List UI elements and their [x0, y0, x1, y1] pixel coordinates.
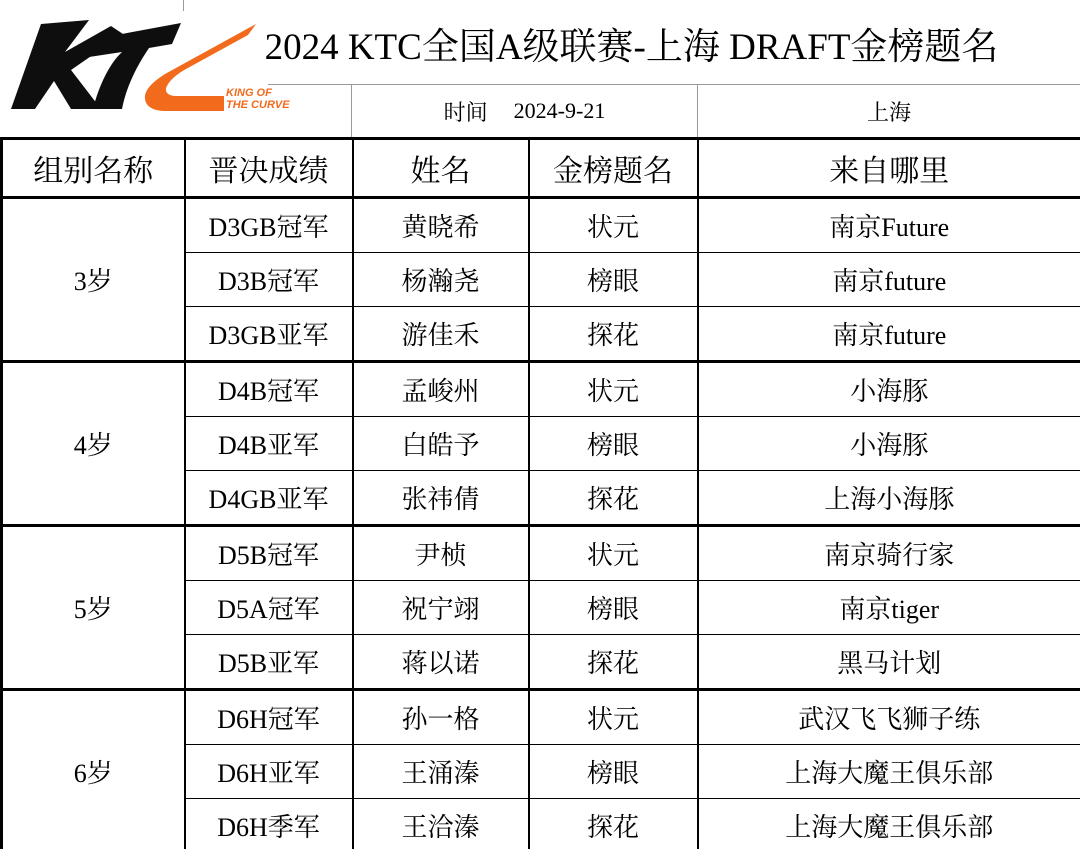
header-honor-title: 金榜题名 — [529, 139, 698, 198]
page-title: 2024 KTC全国A级联赛-上海 DRAFT金榜题名 — [264, 27, 999, 68]
header-name: 姓名 — [353, 139, 529, 198]
from-cell: 小海豚 — [698, 362, 1080, 417]
table-row — [2, 198, 1080, 253]
result-cell: D6H冠军 — [185, 690, 353, 745]
from-cell: 南京future — [698, 253, 1080, 307]
result-cell: D3GB冠军 — [185, 198, 353, 253]
rank-cell: 榜眼 — [529, 581, 698, 635]
rank-cell: 榜眼 — [529, 745, 698, 799]
time-label: 时间 — [443, 99, 488, 125]
result-cell: D4B冠军 — [185, 362, 353, 417]
result-cell: D4B亚军 — [185, 417, 353, 471]
from-cell: 南京Future — [698, 198, 1080, 253]
result-cell: D6H亚军 — [185, 745, 353, 799]
rank-cell: 状元 — [529, 198, 698, 253]
group-cell: 4岁 — [2, 362, 185, 526]
name-cell: 蒋以诺 — [353, 635, 529, 690]
rank-cell: 状元 — [529, 690, 698, 745]
rank-cell: 状元 — [529, 362, 698, 417]
header-origin: 来自哪里 — [698, 139, 1080, 198]
rank-cell: 榜眼 — [529, 417, 698, 471]
result-cell: D6H季军 — [185, 799, 353, 849]
rank-cell: 探花 — [529, 799, 698, 849]
group-cell: 6岁 — [2, 690, 185, 849]
group-cell: 5岁 — [2, 526, 185, 690]
result-cell: D3GB亚军 — [185, 307, 353, 362]
from-cell: 武汉飞飞狮子练 — [698, 690, 1080, 745]
rank-cell: 榜眼 — [529, 253, 698, 307]
from-cell: 上海大魔王俱乐部 — [698, 745, 1080, 799]
result-cell: D4GB亚军 — [185, 471, 353, 526]
table-row — [2, 526, 1080, 581]
name-cell: 王洽溱 — [353, 799, 529, 849]
result-cell: D5B亚军 — [185, 635, 353, 690]
result-cell: D3B冠军 — [185, 253, 353, 307]
logo-tagline-line1: KING OF — [226, 87, 272, 99]
name-cell: 张祎倩 — [353, 471, 529, 526]
time-value: 2024-9-21 — [513, 98, 606, 123]
from-cell: 黑马计划 — [698, 635, 1080, 690]
table-row — [2, 690, 1080, 745]
location-cell: 上海 — [866, 99, 911, 125]
logo-tagline-line2: THE CURVE — [226, 99, 290, 111]
header-group-name: 组别名称 — [2, 139, 185, 198]
from-cell: 小海豚 — [698, 417, 1080, 471]
rank-cell: 探花 — [529, 471, 698, 526]
header-row — [2, 139, 1080, 198]
name-cell: 孟峻州 — [353, 362, 529, 417]
name-cell: 祝宁翊 — [353, 581, 529, 635]
table-row — [2, 362, 1080, 417]
from-cell: 南京tiger — [698, 581, 1080, 635]
rank-cell: 状元 — [529, 526, 698, 581]
name-cell: 杨瀚尧 — [353, 253, 529, 307]
time-cell — [352, 85, 697, 137]
group-cell: 3岁 — [2, 198, 185, 362]
name-cell: 王涌溱 — [353, 745, 529, 799]
from-cell: 上海小海豚 — [698, 471, 1080, 526]
header-final-result: 晋决成绩 — [185, 139, 353, 198]
name-cell: 孙一格 — [353, 690, 529, 745]
name-cell: 游佳禾 — [353, 307, 529, 362]
results-table — [0, 137, 1080, 849]
name-cell: 黄晓希 — [353, 198, 529, 253]
rank-cell: 探花 — [529, 307, 698, 362]
from-cell: 南京骑行家 — [698, 526, 1080, 581]
result-cell: D5A冠军 — [185, 581, 353, 635]
from-cell: 南京future — [698, 307, 1080, 362]
name-cell: 白皓予 — [353, 417, 529, 471]
from-cell: 上海大魔王俱乐部 — [698, 799, 1080, 849]
rank-cell: 探花 — [529, 635, 698, 690]
result-cell: D5B冠军 — [185, 526, 353, 581]
name-cell: 尹桢 — [353, 526, 529, 581]
